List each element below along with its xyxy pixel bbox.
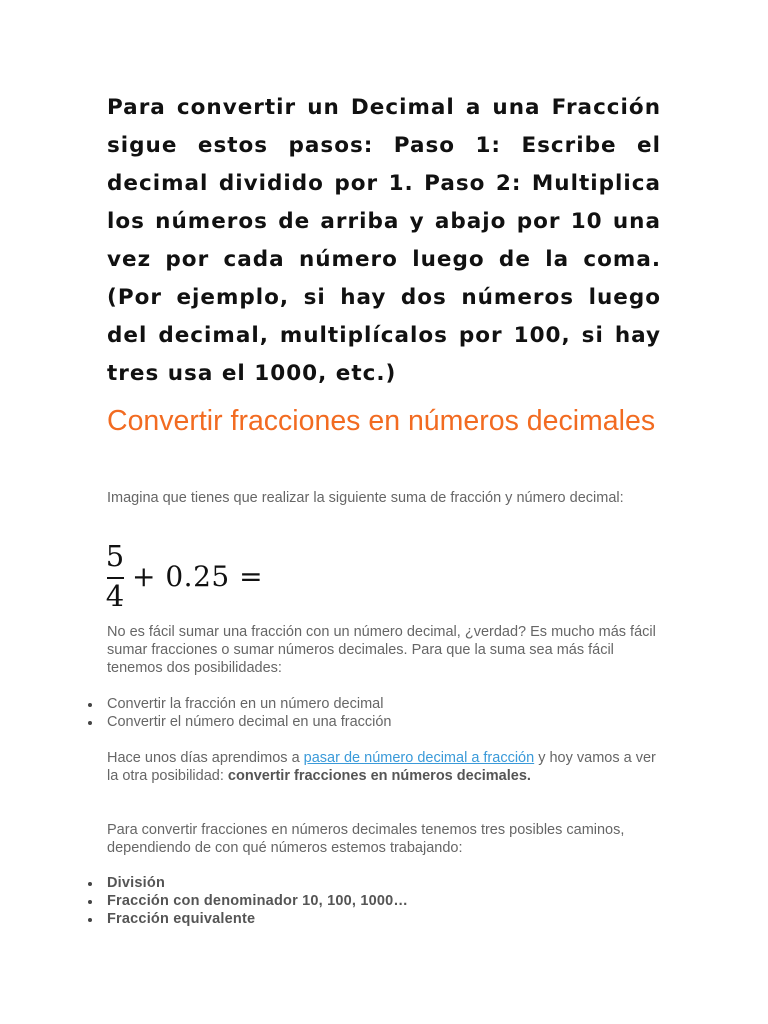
intro-paragraph: Para convertir un Decimal a una Fracción sigue estos pasos: Paso 1: Escribe el decimal dividido por 1. Paso 2: Multiplica los números de arriba y abajo por 10 una vez por cada número luego de la coma. (Por ejemplo, si hay dos números luego del decimal, multiplícalos por 100, si hay tres usa el 1000, etc.)	[107, 95, 661, 386]
fraction-denominator: 4	[105, 579, 125, 613]
section-heading: Convertir fracciones en números decimales	[107, 405, 656, 437]
text-after-link: y hoy vamos a ver la otra posibilidad:	[107, 750, 656, 784]
methods-list	[107, 875, 667, 928]
list-item: Convertir el número decimal en una fracción	[107, 714, 667, 732]
list-item: División	[107, 875, 667, 893]
formula-rest: + 0.25 =	[132, 560, 264, 593]
fraction-numerator: 5	[105, 539, 125, 573]
text-before-link: Hace unos días aprendimos a	[107, 750, 304, 766]
previous-lesson-paragraph	[107, 750, 667, 786]
list-item: Fracción equivalente	[107, 911, 667, 929]
decimal-to-fraction-link[interactable]: pasar de número decimal a fracción	[303, 750, 535, 766]
bold-topic-text: convertir fracciones en números decimales.	[227, 767, 531, 784]
options-list	[107, 696, 667, 732]
list-item: Fracción con denominador 10, 100, 1000…	[107, 893, 667, 911]
list-item: Convertir la fracción en un número decimal	[107, 696, 667, 714]
sum-formula	[105, 538, 305, 612]
intro-sum-paragraph: Imagina que tienes que realizar la siguiente suma de fracción y número decimal:	[107, 490, 624, 506]
methods-intro-paragraph: Para convertir fracciones en números decimales tenemos tres posibles caminos, dependiendo de con qué números estemos trabajando:	[107, 822, 625, 856]
difficulty-paragraph: No es fácil sumar una fracción con un número decimal, ¿verdad? Es mucho más fácil sumar fracciones o sumar números decimales. Para que la suma sea más fácil tenemos dos posibilidades:	[107, 624, 656, 676]
